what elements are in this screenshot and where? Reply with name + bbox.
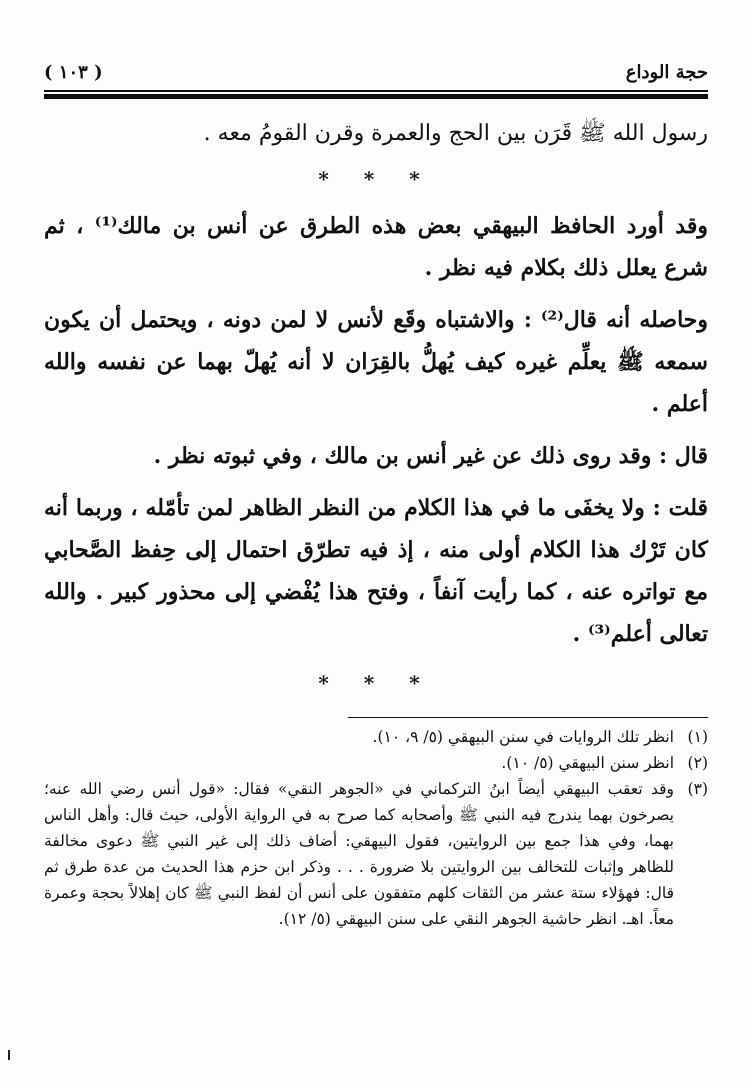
scan-mark (8, 1050, 10, 1060)
paragraph-3: قال : وقد روى ذلك عن غير أنس بن مالك ، وفي ثبوته نظر . (153, 443, 708, 469)
section-separator-2: * * * (318, 671, 434, 695)
header-title: حجة الوداع (625, 61, 708, 83)
footnote-separator (348, 717, 708, 718)
running-header (44, 54, 708, 90)
paragraph-2: وحاصله أنه قال⁽²⁾ : والاشتباه وقَع لأنس لا لمن دونه ، ويحتمل أن يكون سمعه ﷺ يعلِّم غيره كيف يُهلُّ بالقِرَان لا أنه يُهلّ بهما عن نفسه والله أعلم . (44, 307, 709, 417)
header-rule-thin (44, 90, 708, 92)
footnote-number: (١) (687, 728, 708, 746)
book-page (44, 54, 708, 932)
section-separator: * * * (318, 167, 434, 191)
footnote-text: انظر تلك الروايات في سنن البيهقي (٥/ ٩، ١٠). (372, 728, 674, 746)
footnote-number: (٣) (687, 780, 708, 798)
footnote (44, 750, 708, 776)
continuation-line: رسول الله ﷺ قَرَن بين الحج والعمرة وقرن القومُ معه . (203, 121, 708, 146)
paragraph-4: قلت : ولا يخفَى ما في هذا الكلام من النظر الظاهر لمن تأمّله ، وربما أنه كان تَرْك هذا الكلام أولى منه ، إذ فيه تطرّق احتمال إلى حِفظ الصَّحابي مع تواتره عنه ، كما رأيت آنفاً ، وفتح هذا يُفْضي إلى محذور كبير . والله تعالى أعلم⁽³⁾ . (44, 495, 708, 647)
footnotes (44, 724, 708, 932)
footnote-text: انظر سنن البيهقي (٥/ ١٠). (501, 754, 674, 772)
page-number: ( ١٠٣ ) (44, 61, 103, 83)
footnote (44, 776, 708, 932)
footnote (44, 724, 708, 750)
footnote-text: وقد تعقب البيهقي أيضاً ابنُ التركماني في «الجوهر النقي» فقال: «قول أنس رضي الله عنه؛ يصرخون بهما يندرج فيه النبي ﷺ وأصحابه كما صرح به في الرواية الأولى، حيث قال: وأهل الناس بهما، وفي هذا جمع بين الروايتين، فقول البيهقي: أضاف ذلك إلى غير النبي ﷺ دعوى مخالفة للظاهر وإثبات للتخالف بين الروايتين بلا ضرورة . . . وذكر ابن حزم هذا الحديث من عدة طرق ثم قال: فهؤلاء ستة عشر من الثقات كلهم متفقون على أنس أن لفظ النبي ﷺ كان إهلالاً بحجة وعمرة معاً. اهـ. انظر حاشية الجوهر النقي على سنن البيهقي (٥/ ١٢). (44, 780, 674, 928)
paragraph-1: وقد أورد الحافظ البيهقي بعض هذه الطرق عن أنس بن مالك⁽¹⁾ ، ثم شرع يعلل ذلك بكلام فيه نظر . (44, 213, 708, 281)
footnote-number: (٢) (687, 754, 708, 772)
